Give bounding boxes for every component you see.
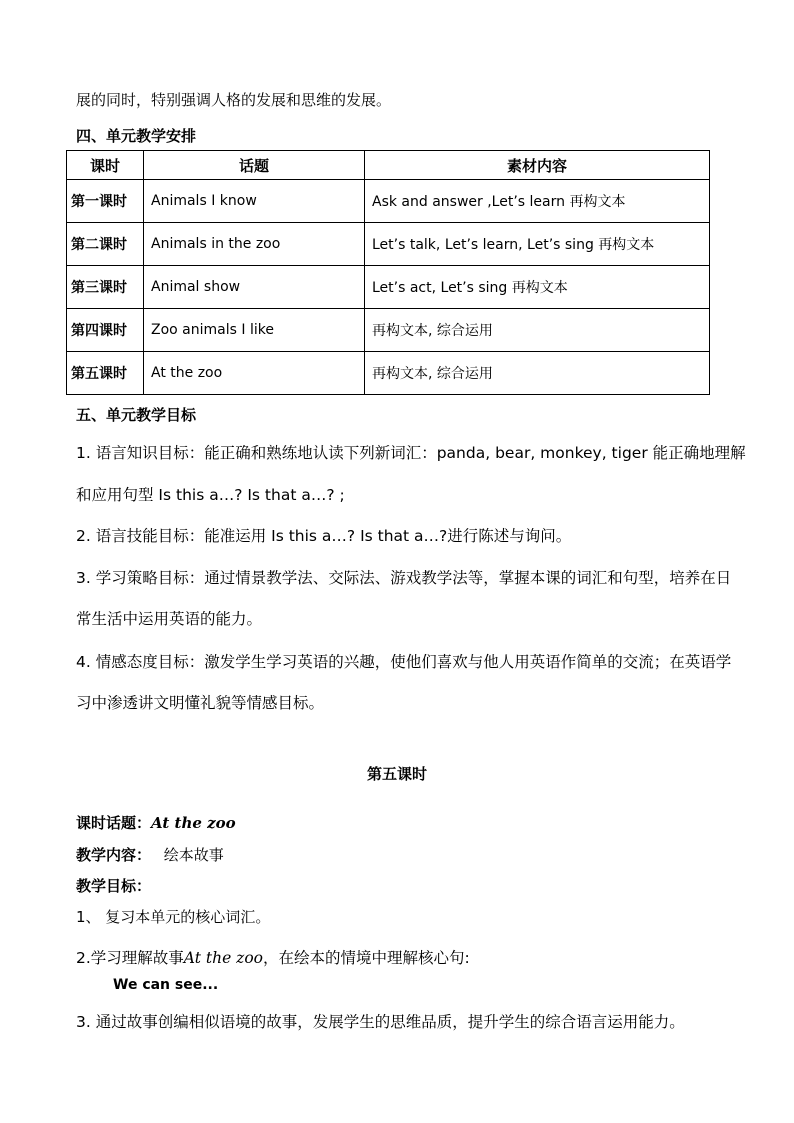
material-cell: 再构文本, 综合运用 bbox=[365, 309, 710, 352]
content-label: 教学内容： bbox=[76, 846, 152, 864]
content-value: 绘本故事 bbox=[163, 846, 224, 864]
lesson5-topic-row bbox=[76, 812, 236, 833]
goal4-line-b: 习中渗透讲文明懂礼貌等情感目标。 bbox=[76, 694, 325, 712]
topic-cell: Animals in the zoo bbox=[144, 223, 365, 266]
topic-label: 课时话题： bbox=[76, 814, 152, 832]
table-row bbox=[67, 352, 710, 395]
schedule-table bbox=[66, 150, 710, 395]
material-cell: Let’s act, Let’s sing 再构文本 bbox=[365, 266, 710, 309]
lesson5-title: 第五课时 bbox=[366, 765, 427, 783]
header-material: 素材内容 bbox=[365, 151, 710, 180]
lesson-cell: 第五课时 bbox=[67, 352, 144, 395]
goal2-suffix: ，在绘本的情境中理解核心句: bbox=[263, 949, 470, 967]
goal4-line-a: 4. 情感态度目标：激发学生学习英语的兴趣，使他们喜欢与他人用英语作简单的交流；在英语学 bbox=[76, 653, 732, 671]
lesson-cell: 第一课时 bbox=[67, 180, 144, 223]
material-cell: 再构文本, 综合运用 bbox=[365, 352, 710, 395]
lesson5-goal2 bbox=[76, 946, 470, 968]
lesson5-goal1: 1、 复习本单元的核心词汇。 bbox=[76, 908, 271, 926]
goal2-story: At the zoo bbox=[183, 949, 264, 967]
topic-cell: Animal show bbox=[144, 266, 365, 309]
lesson-cell: 第二课时 bbox=[67, 223, 144, 266]
intro-line: 展的同时，特别强调人格的发展和思维的发展。 bbox=[76, 91, 392, 109]
table-row bbox=[67, 266, 710, 309]
header-lesson: 课时 bbox=[67, 151, 144, 180]
material-cell: Let’s talk, Let’s learn, Let’s sing 再构文本 bbox=[365, 223, 710, 266]
goal1-line-b: 和应用句型 Is this a…? Is that a…? ; bbox=[76, 486, 345, 504]
topic-cell: Animals I know bbox=[144, 180, 365, 223]
goals-label: 教学目标： bbox=[76, 877, 152, 895]
section5-heading: 五、单元教学目标 bbox=[76, 406, 197, 424]
material-cell: Ask and answer ,Let’s learn 再构文本 bbox=[365, 180, 710, 223]
table-header-row bbox=[67, 151, 710, 180]
goal1-line-a: 1. 语言知识目标：能正确和熟练地认读下列新词汇：panda, bear, monkey, tiger 能正确地理解 bbox=[76, 444, 746, 462]
lesson-cell: 第三课时 bbox=[67, 266, 144, 309]
lesson5-content-row bbox=[76, 844, 224, 865]
goal3-line-a: 3. 学习策略目标：通过情景教学法、交际法、游戏教学法等，掌握本课的词汇和句型，培养在日 bbox=[76, 569, 732, 587]
lesson-cell: 第四课时 bbox=[67, 309, 144, 352]
header-topic: 话题 bbox=[144, 151, 365, 180]
lesson5-goal3: 3. 通过故事创编相似语境的故事，发展学生的思维品质，提升学生的综合语言运用能力。 bbox=[76, 1013, 685, 1031]
goal2-prefix: 2.学习理解故事 bbox=[76, 949, 184, 967]
topic-cell: Zoo animals I like bbox=[144, 309, 365, 352]
topic-value: At the zoo bbox=[151, 814, 236, 832]
table-row bbox=[67, 180, 710, 223]
table-row bbox=[67, 223, 710, 266]
goal2-sentence: We can see... bbox=[113, 977, 219, 993]
table-row bbox=[67, 309, 710, 352]
section4-heading: 四、单元教学安排 bbox=[76, 127, 197, 145]
goal3-line-b: 常生活中运用英语的能力。 bbox=[76, 610, 263, 628]
goal2-line: 2. 语言技能目标：能准运用 Is this a…? Is that a…?进行陈述与询问。 bbox=[76, 527, 572, 545]
topic-cell: At the zoo bbox=[144, 352, 365, 395]
